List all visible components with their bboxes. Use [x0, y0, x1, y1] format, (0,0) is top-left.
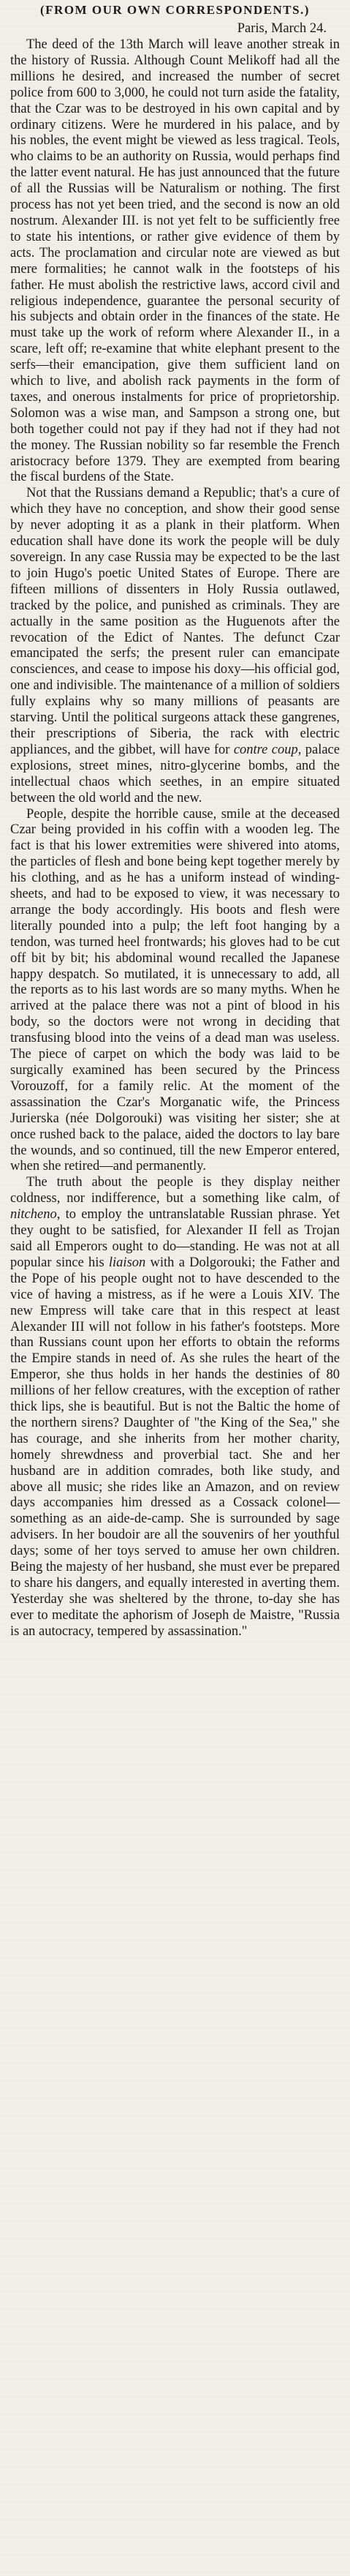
paragraph-text: , to employ the untranslatable Russian phrase. Yet they ought to be satisfied, for Alexander II fell as Trojan said all Emperors ought to do—standing. He was not at all popular since his: [10, 1207, 340, 1270]
dateline: Paris, March 24.: [237, 21, 327, 36]
paragraph-text: Not that the Russians demand a Republic; that's a cure of which they have no conception, and show their good sense by never adopting it as a plank in their platform. When education shall have done its work the people will be duly sovereign. In any case Russia may be expected to be the last to join Hugo's poetic United States of Europe. There are fifteen millions of dissenters in Holy Russia outlawed, tracked by the police, and punished as criminals. They are actually in the same position as the Huguenots after the revocation of the Edict of Nantes. The defunct Czar emancipated the serfs; the present ruler can emancipate consciences, and cease to impose his doxy—his official god, one and indivisible. The maintenance of a million of soldiers fully explains why so many millions of peasants are starving. Until the political surgeons attack these gangrenes, their prescriptions of Siberia, the rack with electric appliances, and the gibbet, will have for: [10, 486, 340, 757]
article-paragraph: [10, 37, 340, 486]
paragraph-text: People, despite the horrible cause, smile at the deceased Czar being provided in his coffin with a wooden leg. The fact is that his lower extremities were shivered into atoms, the particles of flesh and bone being kept together merely by his clothing, and as he has a uniform instead of winding-sheets, and had to be exposed to view, it was necessary to arrange the body accordingly. His boots and flesh were literally pounded into a pulp; the left foot hanging by a tendon, was turned heel frontwards; his gloves had to be cut off bit by bit; his abdominal wound recalled the Japanese happy despatch. So mutilated, it is unnecessary to add, all the reports as to his last words are so many myths. When he arrived at the palace there was not a pint of blood in his body, so the doctors were not wrong in deciding that transfusing blood into the veins of a dead man was useless. The piece of carpet on which the body was laid to be surgically examined has been secured by the Princess Vorouzoff, for a family relic. At the moment of the assassination the Czar's Morganatic wife, the Princess Jurierska (née Dolgorouki) was visiting her sister; she at once rushed back to the palace, aided the doctors to lay bare the wounds, and so continued, till the new Emperor entered, when she retired—and permanently.: [10, 806, 340, 1174]
paragraph-text: with a Dolgorouki; the Father and the Pope of his people ought not to have descended to the vice of having a mistress, as if he were a Louis XIV. The new Empress will take care that in this respect at least Alexander III will not follow in his father's footsteps. More than Russians count upon her efforts to obtain the reforms the Empire stands in need of. As she rules the heart of the Emperor, she thus holds in her hands the destinies of 80 millions of her fellow creatures, with the exception of rather thick lips, she is beautiful. But is not the Baltic the home of the northern sirens? Daughter of "the King of the Sea," she has courage, and she inherits from her mother charity, homely shrewdness and proverbial tact. She and her husband are in addition comrades, both like study, and above all music; she rides like an Amazon, and on review days accompanies him dressed as a Cossack colonel—something as an aide-de-camp. She is surrounded by sage advisers. In her boudoir are all the souvenirs of her youthful days; some of her toys served to amuse her own children. Being the majesty of her husband, she must ever be prepared to share his dangers, and equally interested in averting them. Yesterday she was sheltered by the throne, to-day she has ever to meditate the aphorism of Joseph de Maistre, "Russia is an autocracy, tempered by assassination.": [10, 1255, 340, 1639]
paragraph-text: , palace explosions, street mines, nitro-glycerine bombs, and the intellectual chaos which seethes, in an empire situated between the old world and the new.: [10, 742, 340, 806]
article-paragraph: [10, 807, 340, 1176]
article-paragraph: [10, 486, 340, 806]
italic-phrase: liaison: [108, 1255, 146, 1270]
article-body: [10, 37, 340, 1640]
italic-phrase: contre coup: [233, 742, 298, 757]
section-header: (FROM OUR OWN CORRESPONDENTS.): [40, 3, 310, 17]
article-paragraph: [10, 1175, 340, 1640]
italic-phrase: nitcheno: [10, 1207, 57, 1223]
paragraph-text: The deed of the 13th March will leave another streak in the history of Russia. Although Count Melikoff had all the millions he desired, and increased the number of secret police from 600 to 3,000, he could not turn aside the fatality, that the Czar was to be destroyed in his own capital and by ordinary citizens. Were he murdered in his palace, and by his nobles, the event might be viewed as less tragical. Teols, who claims to be an authority on Russia, would perhaps find the latter event natural. He has just announced that the future of all the Russias will be Naturalism or nothing. The first process has not yet been tried, and the second is now an old nostrum. Alexander III. is not yet felt to be sufficiently free to state his intentions, or rather give evidence of them by acts. The proclamation and circular note are viewed as but mere formalities; he cannot walk in the footsteps of his father. He must abolish the restrictive laws, accord civil and religious independence, guarantee the personal security of his subjects and obtain order in the finances of the state. He must take up the work of reform where Alexander II., in a scare, left off; re-examine that white elephant present to the serfs—their emancipation, give them sufficient land on which to live, and abolish rack payments in the form of taxes, and onerous instalments for price of proprietorship. Solomon was a wise man, and Sampson a strong one, but both together could not pay if they had not if they had not the money. The Russian nobility so far resemble the French aristocracy before 1379. They are exempted from bearing the fiscal burdens of the State.: [10, 37, 340, 485]
paragraph-text: The truth about the people is they display neither coldness, nor indifference, but a something like calm, of: [10, 1175, 340, 1206]
